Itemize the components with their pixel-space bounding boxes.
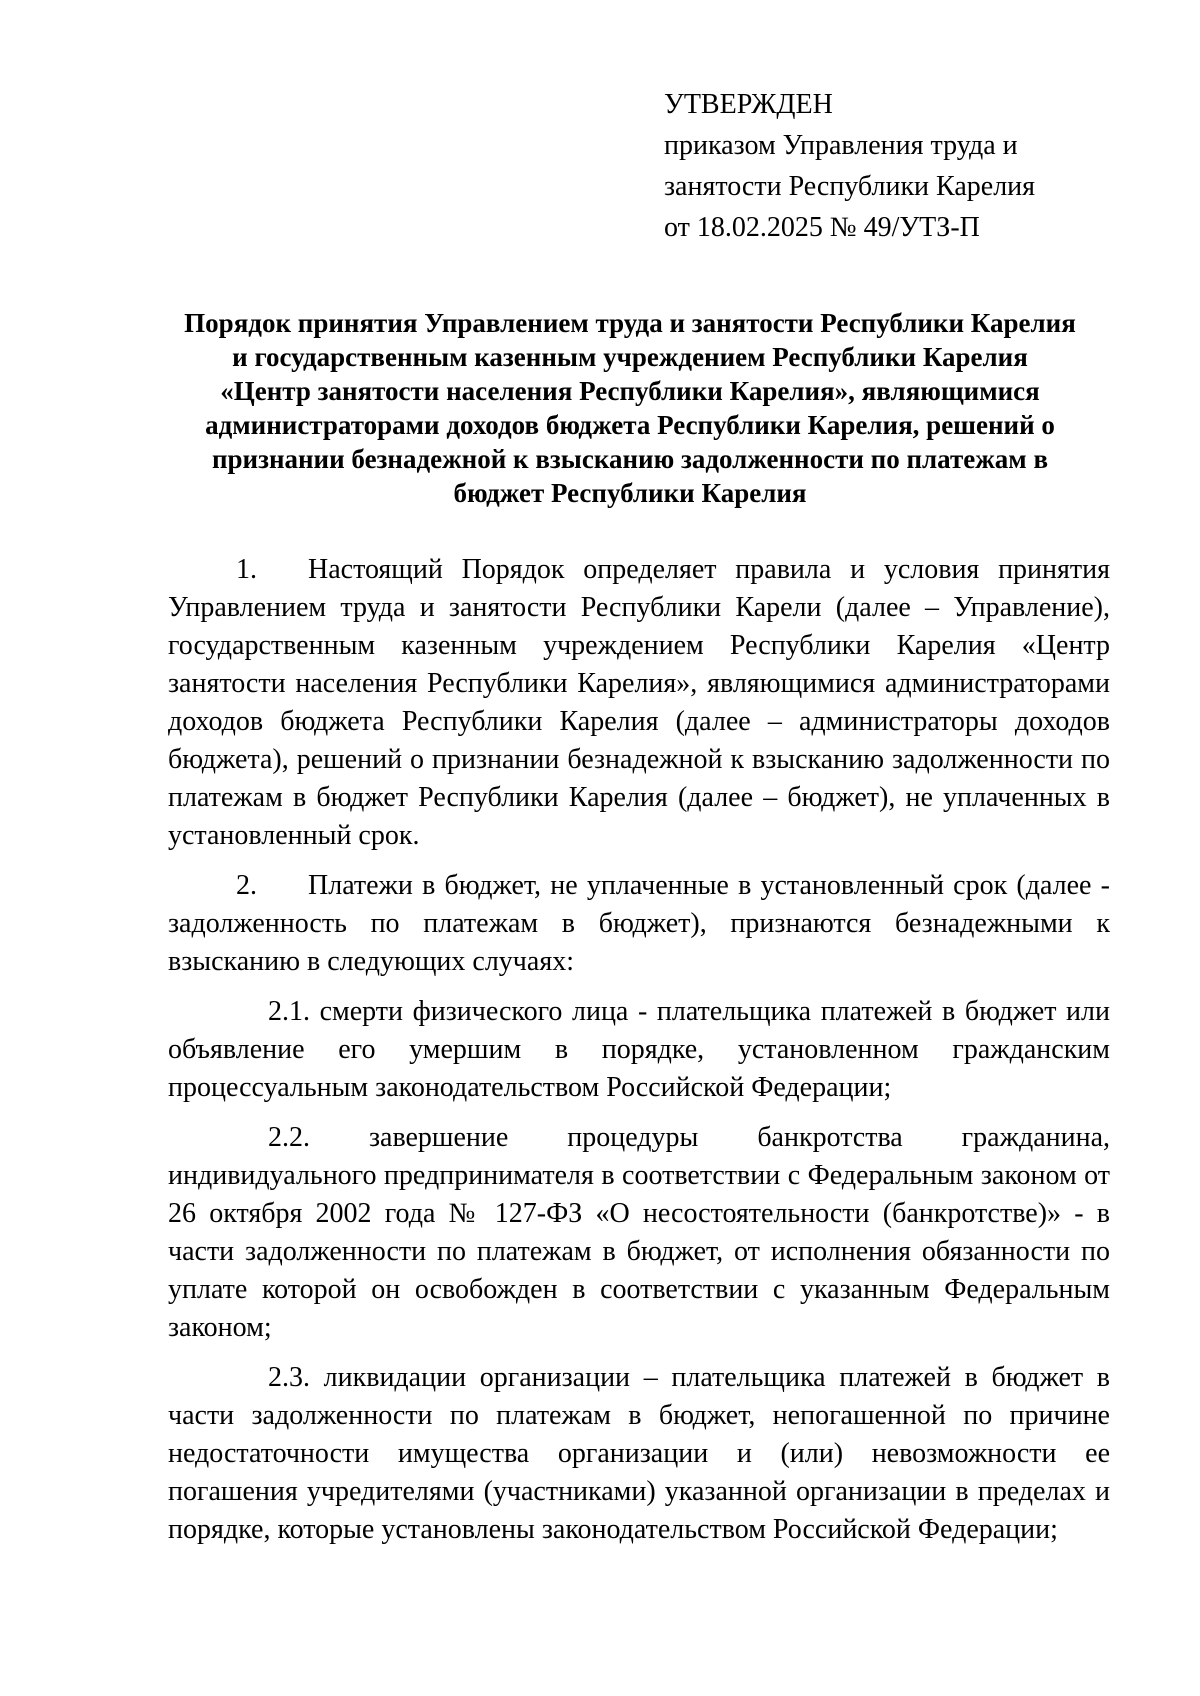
paragraph-1 [168, 551, 1110, 855]
paragraph-number: 1. [236, 554, 257, 585]
document-body [168, 551, 1110, 1561]
title-line: Порядок принятия Управлением труда и занятости Республики Карелия [184, 308, 1076, 338]
approval-date-number: от 18.02.2025 № 49/УТЗ-П [664, 212, 980, 243]
approval-heading: УТВЕРЖДЕН [664, 89, 833, 120]
paragraph-text: Платежи в бюджет, не уплаченные в установленный срок (далее - задолженность по платежам в бюджет), признаются безнадежными к взысканию в следующих случаях: [168, 870, 1110, 977]
paragraph-2-1 [168, 993, 1110, 1107]
title-line: администраторами доходов бюджета Республики Карелия, решений о [205, 410, 1055, 440]
paragraph-text: 2.1. смерти физического лица - плательщика платежей в бюджет или объявление его умершим в порядке, установленном гражданским процессуальным законодательством Российской Федерации; [168, 996, 1110, 1103]
approval-stamp [664, 84, 1134, 248]
paragraph-text: 2.2. завершение процедуры банкротства гражданина, индивидуального предпринимателя в соответствии с Федеральным законом от 26 октября 2002 года № 127-ФЗ «О несостоятельности (банкротстве)» - в части задолженности по платежам в бюджет, от исполнения обязанности по уплате которой он освобожден в соответствии с указанным Федеральным законом; [168, 1122, 1110, 1343]
document-title [150, 306, 1110, 510]
approval-order-line: приказом Управления труда и [664, 130, 1018, 161]
approval-authority-line: занятости Республики Карелия [664, 171, 1036, 202]
paragraph-2-2 [168, 1119, 1110, 1347]
paragraph-text: Настоящий Порядок определяет правила и условия принятия Управлением труда и занятости Республики Карели (далее – Управление), государственным казенным учреждением Республики Карелия «Центр занятости населения Республики Карелия», являющимися администраторами доходов бюджета Республики Карелия (далее – администраторы доходов бюджета), решений о признании безнадежной к взысканию задолженности по платежам в бюджет Республики Карелия (далее – бюджет), не уплаченных в установленный срок. [168, 554, 1110, 851]
title-line: бюджет Республики Карелия [453, 478, 807, 508]
paragraph-2-3 [168, 1359, 1110, 1549]
title-line: и государственным казенным учреждением Республики Карелия [232, 342, 1028, 372]
title-line: «Центр занятости населения Республики Карелия», являющимися [220, 376, 1040, 406]
paragraph-number: 2. [236, 870, 257, 901]
title-line: признании безнадежной к взысканию задолженности по платежам в [211, 444, 1049, 474]
paragraph-2 [168, 867, 1110, 981]
paragraph-text: 2.3. ликвидации организации – плательщика платежей в бюджет в части задолженности по платежам в бюджет, непогашенной по причине недостаточности имущества организации и (или) невозможности ее погашения учредителями (участниками) указанной организации в пределах и порядке, которые установлены законодательством Российской Федерации; [168, 1362, 1110, 1545]
